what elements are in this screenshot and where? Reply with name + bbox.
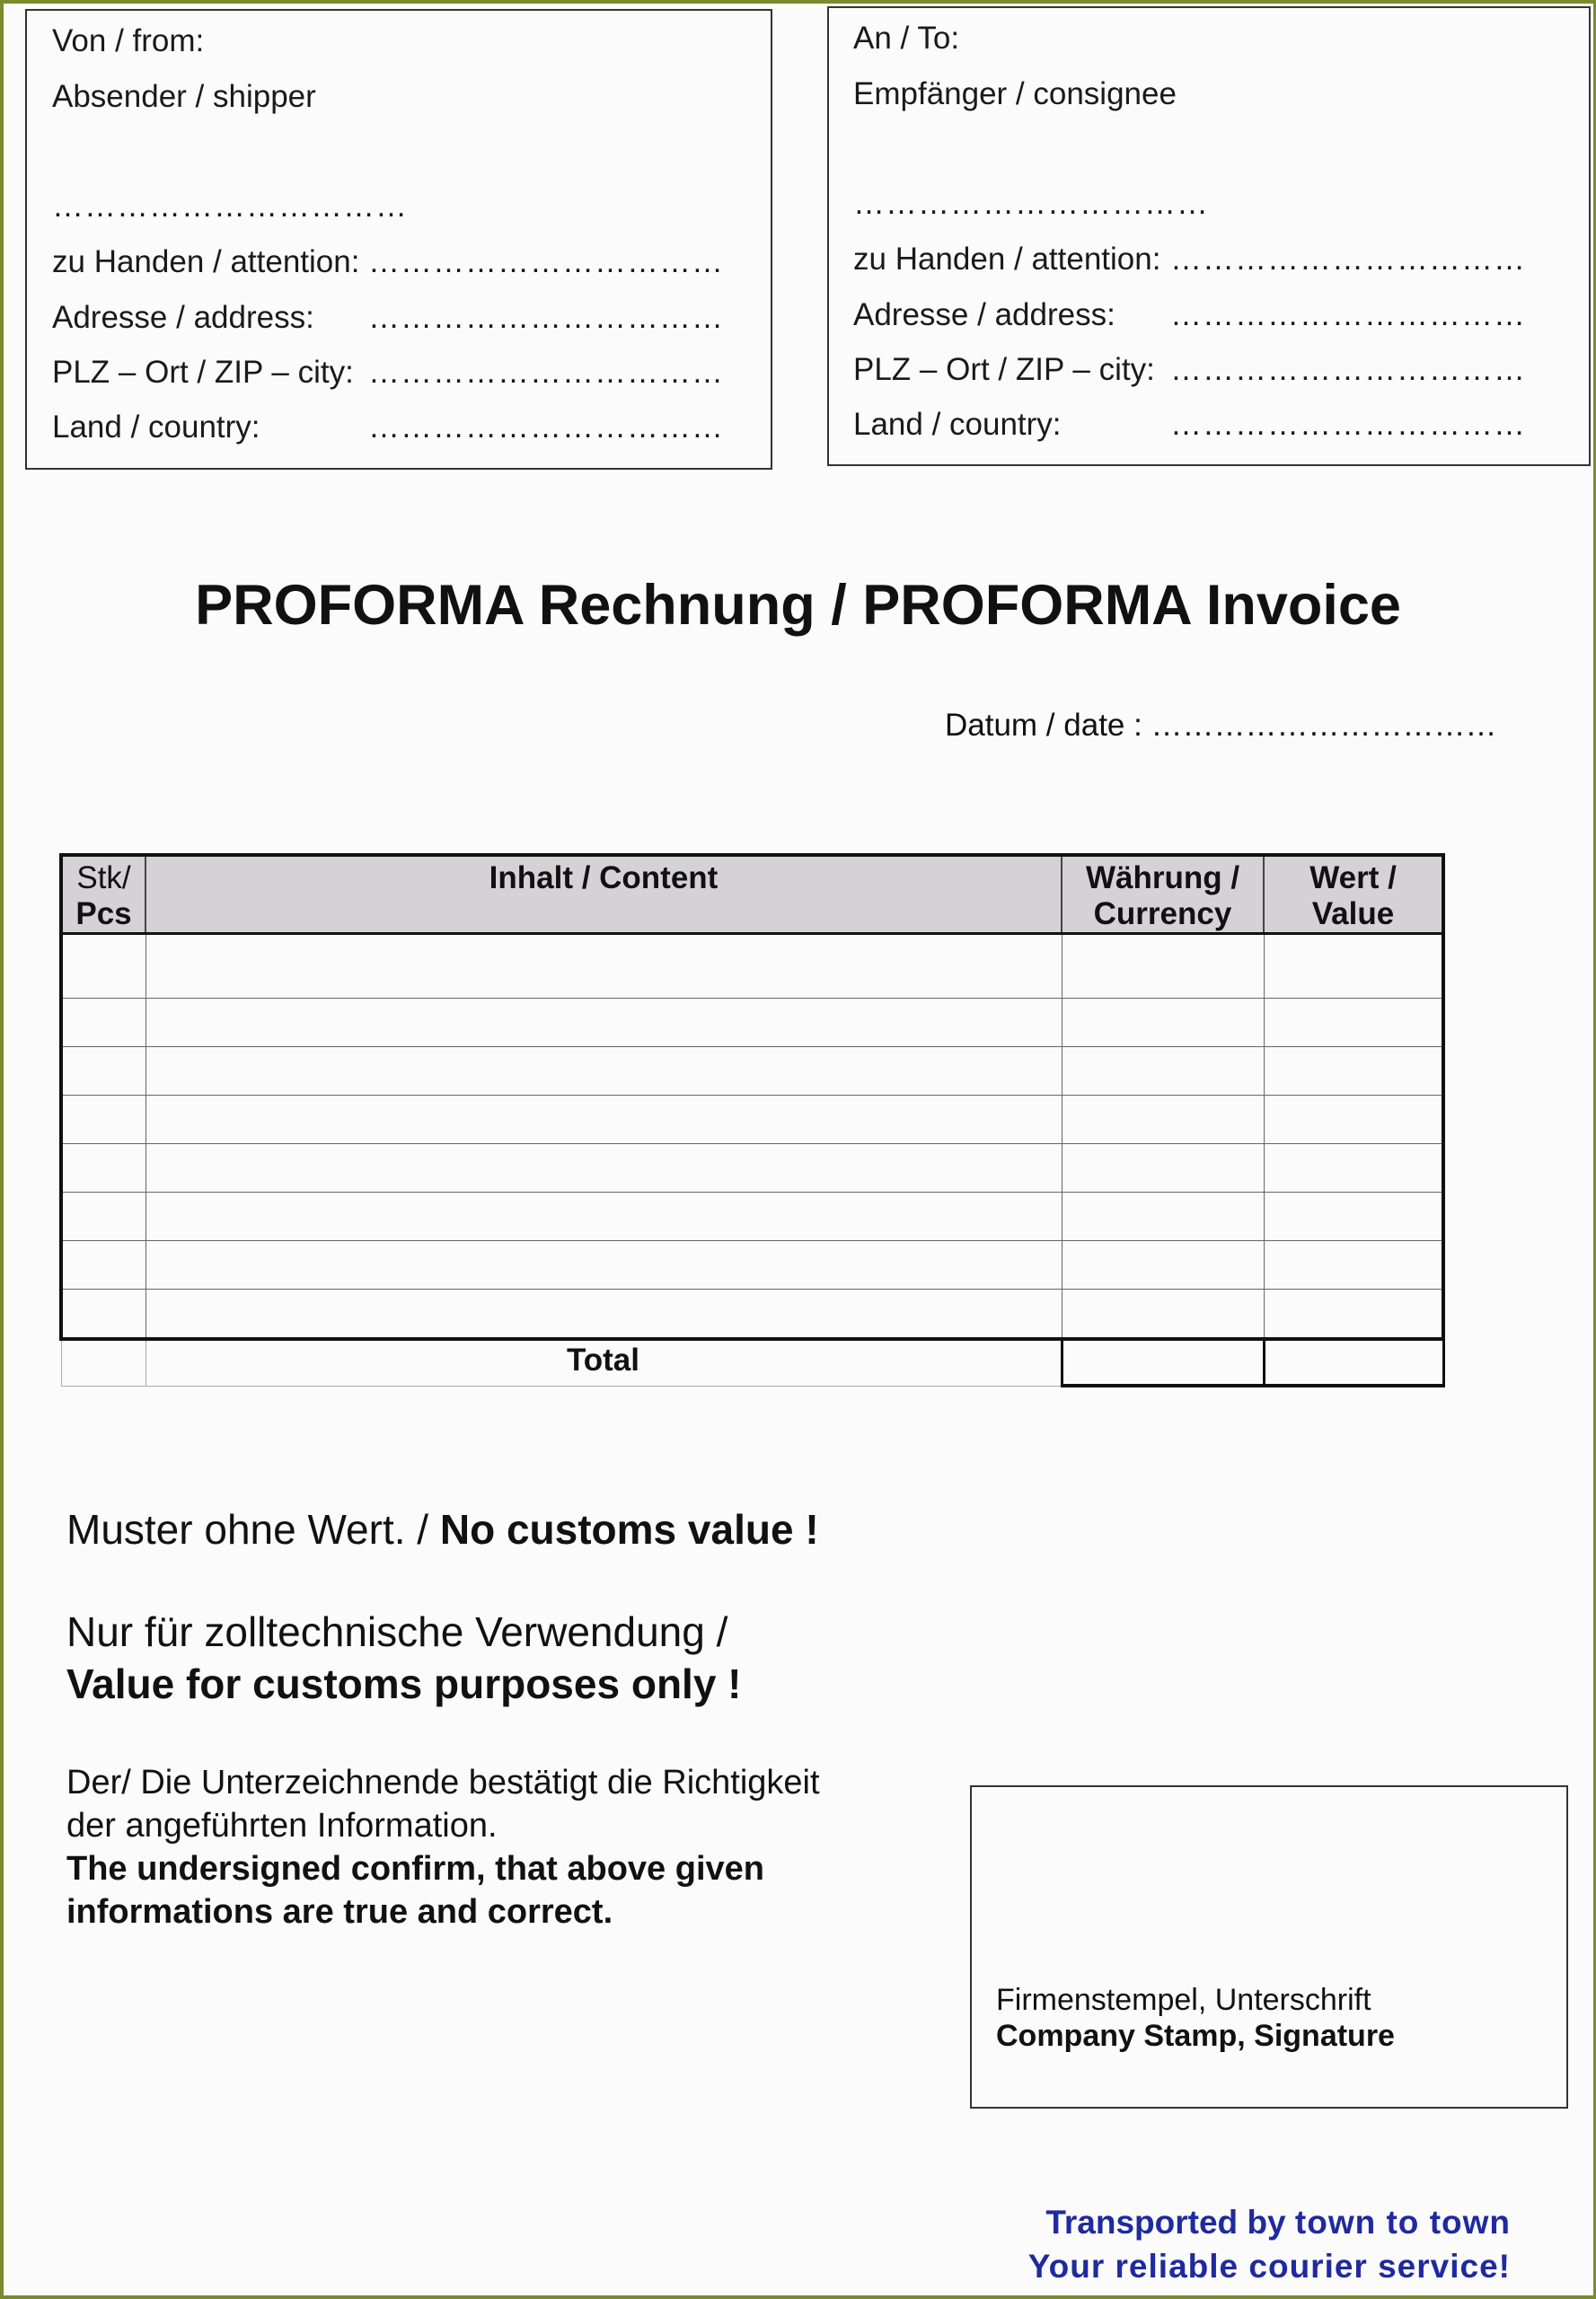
sender-address-label: Adresse / address: xyxy=(52,300,314,335)
column-header-pcs: Stk/ Pcs xyxy=(61,855,145,934)
cell-currency[interactable] xyxy=(1062,1047,1264,1096)
cell-content[interactable] xyxy=(145,1096,1062,1144)
stamp-label-en: Company Stamp, Signature xyxy=(996,2019,1395,2053)
cell-content[interactable] xyxy=(145,1290,1062,1340)
no-customs-value-note xyxy=(66,1505,819,1554)
table-row xyxy=(61,934,1443,999)
cell-pcs[interactable] xyxy=(61,1047,145,1096)
total-pcs-cell xyxy=(61,1339,145,1386)
date-field[interactable]: Datum / date : …………………………… xyxy=(945,708,1497,743)
sender-country-field[interactable]: …………………………… xyxy=(368,410,724,445)
cell-pcs[interactable] xyxy=(61,1096,145,1144)
cell-currency[interactable] xyxy=(1062,1096,1264,1144)
sender-country-label: Land / country: xyxy=(52,410,260,445)
confirm-de-line2: der angeführten Information. xyxy=(66,1807,498,1845)
cell-pcs[interactable] xyxy=(61,934,145,999)
stamp-label-de: Firmenstempel, Unterschrift xyxy=(996,1983,1371,2017)
sender-zip-label: PLZ – Ort / ZIP – city: xyxy=(52,355,354,390)
table-row xyxy=(61,1241,1443,1290)
cell-currency[interactable] xyxy=(1062,934,1264,999)
column-header-value: Wert / Value xyxy=(1264,855,1443,934)
cell-pcs[interactable] xyxy=(61,1241,145,1290)
customs-note-en: Value for customs purposes only ! xyxy=(66,1660,742,1707)
table-row xyxy=(61,999,1443,1047)
cell-currency[interactable] xyxy=(1062,1193,1264,1241)
cell-pcs[interactable] xyxy=(61,1144,145,1193)
confirm-de-line1: Der/ Die Unterzeichnende bestätigt die Richtigkeit xyxy=(66,1764,820,1801)
footer-tagline-1 xyxy=(1045,2204,1511,2242)
cell-content[interactable] xyxy=(145,934,1062,999)
cell-value[interactable] xyxy=(1264,1096,1443,1144)
sender-box xyxy=(25,9,772,470)
cell-currency[interactable] xyxy=(1062,1241,1264,1290)
cell-value[interactable] xyxy=(1264,1047,1443,1096)
cell-content[interactable] xyxy=(145,999,1062,1047)
sender-attention-field[interactable]: …………………………… xyxy=(368,244,724,279)
table-row xyxy=(61,1047,1443,1096)
total-currency-cell[interactable] xyxy=(1062,1339,1264,1386)
table-row xyxy=(61,1193,1443,1241)
recipient-address-field[interactable]: …………………………… xyxy=(1170,297,1526,332)
recipient-name-field[interactable]: …………………………… xyxy=(853,186,1209,221)
recipient-subtitle: Empfänger / consignee xyxy=(853,76,1177,111)
cell-content[interactable] xyxy=(145,1193,1062,1241)
sender-zip-field[interactable]: …………………………… xyxy=(368,355,724,390)
cell-value[interactable] xyxy=(1264,1241,1443,1290)
confirm-en-line2: informations are true and correct. xyxy=(66,1893,613,1931)
recipient-title: An / To: xyxy=(853,21,960,56)
recipient-address-label: Adresse / address: xyxy=(853,297,1115,332)
sample-note-en: No customs value ! xyxy=(439,1506,819,1553)
cell-pcs[interactable] xyxy=(61,1290,145,1340)
items-table xyxy=(59,853,1445,1387)
table-row xyxy=(61,1144,1443,1193)
footer-tagline-2: Your reliable courier service! xyxy=(1027,2248,1511,2285)
cell-currency[interactable] xyxy=(1062,999,1264,1047)
cell-value[interactable] xyxy=(1264,934,1443,999)
recipient-attention-field[interactable]: …………………………… xyxy=(1170,242,1526,277)
sender-subtitle: Absender / shipper xyxy=(52,79,316,114)
recipient-zip-label: PLZ – Ort / ZIP – city: xyxy=(853,352,1155,387)
recipient-attention-label: zu Handen / attention: xyxy=(853,242,1161,277)
document-title: PROFORMA Rechnung / PROFORMA Invoice xyxy=(195,574,1401,637)
cell-pcs[interactable] xyxy=(61,999,145,1047)
sender-address-field[interactable]: …………………………… xyxy=(368,300,724,335)
cell-pcs[interactable] xyxy=(61,1193,145,1241)
total-label: Total xyxy=(145,1339,1062,1386)
table-row xyxy=(61,1290,1443,1340)
recipient-country-label: Land / country: xyxy=(853,407,1062,442)
confirm-en-line1: The undersigned confirm, that above given xyxy=(66,1850,764,1888)
sample-note-de: Muster ohne Wert. / xyxy=(66,1506,440,1553)
sender-attention-label: zu Handen / attention: xyxy=(52,244,360,279)
footer-brand: town to town xyxy=(1294,2204,1511,2241)
customs-note-de: Nur für zolltechnische Verwendung / xyxy=(66,1608,728,1655)
cell-content[interactable] xyxy=(145,1047,1062,1096)
recipient-zip-field[interactable]: …………………………… xyxy=(1170,352,1526,387)
total-row xyxy=(61,1339,1443,1386)
cell-value[interactable] xyxy=(1264,999,1443,1047)
column-header-currency: Währung / Currency xyxy=(1062,855,1264,934)
cell-value[interactable] xyxy=(1264,1144,1443,1193)
cell-content[interactable] xyxy=(145,1144,1062,1193)
cell-value[interactable] xyxy=(1264,1290,1443,1340)
cell-currency[interactable] xyxy=(1062,1144,1264,1193)
table-row xyxy=(61,1096,1443,1144)
sender-name-field[interactable]: …………………………… xyxy=(52,189,408,224)
cell-value[interactable] xyxy=(1264,1193,1443,1241)
sender-title: Von / from: xyxy=(52,23,205,58)
footer-prefix: Transported by xyxy=(1045,2204,1295,2241)
recipient-box xyxy=(827,6,1591,466)
cell-currency[interactable] xyxy=(1062,1290,1264,1340)
cell-content[interactable] xyxy=(145,1241,1062,1290)
stamp-signature-box[interactable] xyxy=(970,1785,1568,2109)
column-header-content: Inhalt / Content xyxy=(145,855,1062,934)
recipient-country-field[interactable]: …………………………… xyxy=(1170,407,1526,442)
total-value-cell[interactable] xyxy=(1264,1339,1443,1386)
